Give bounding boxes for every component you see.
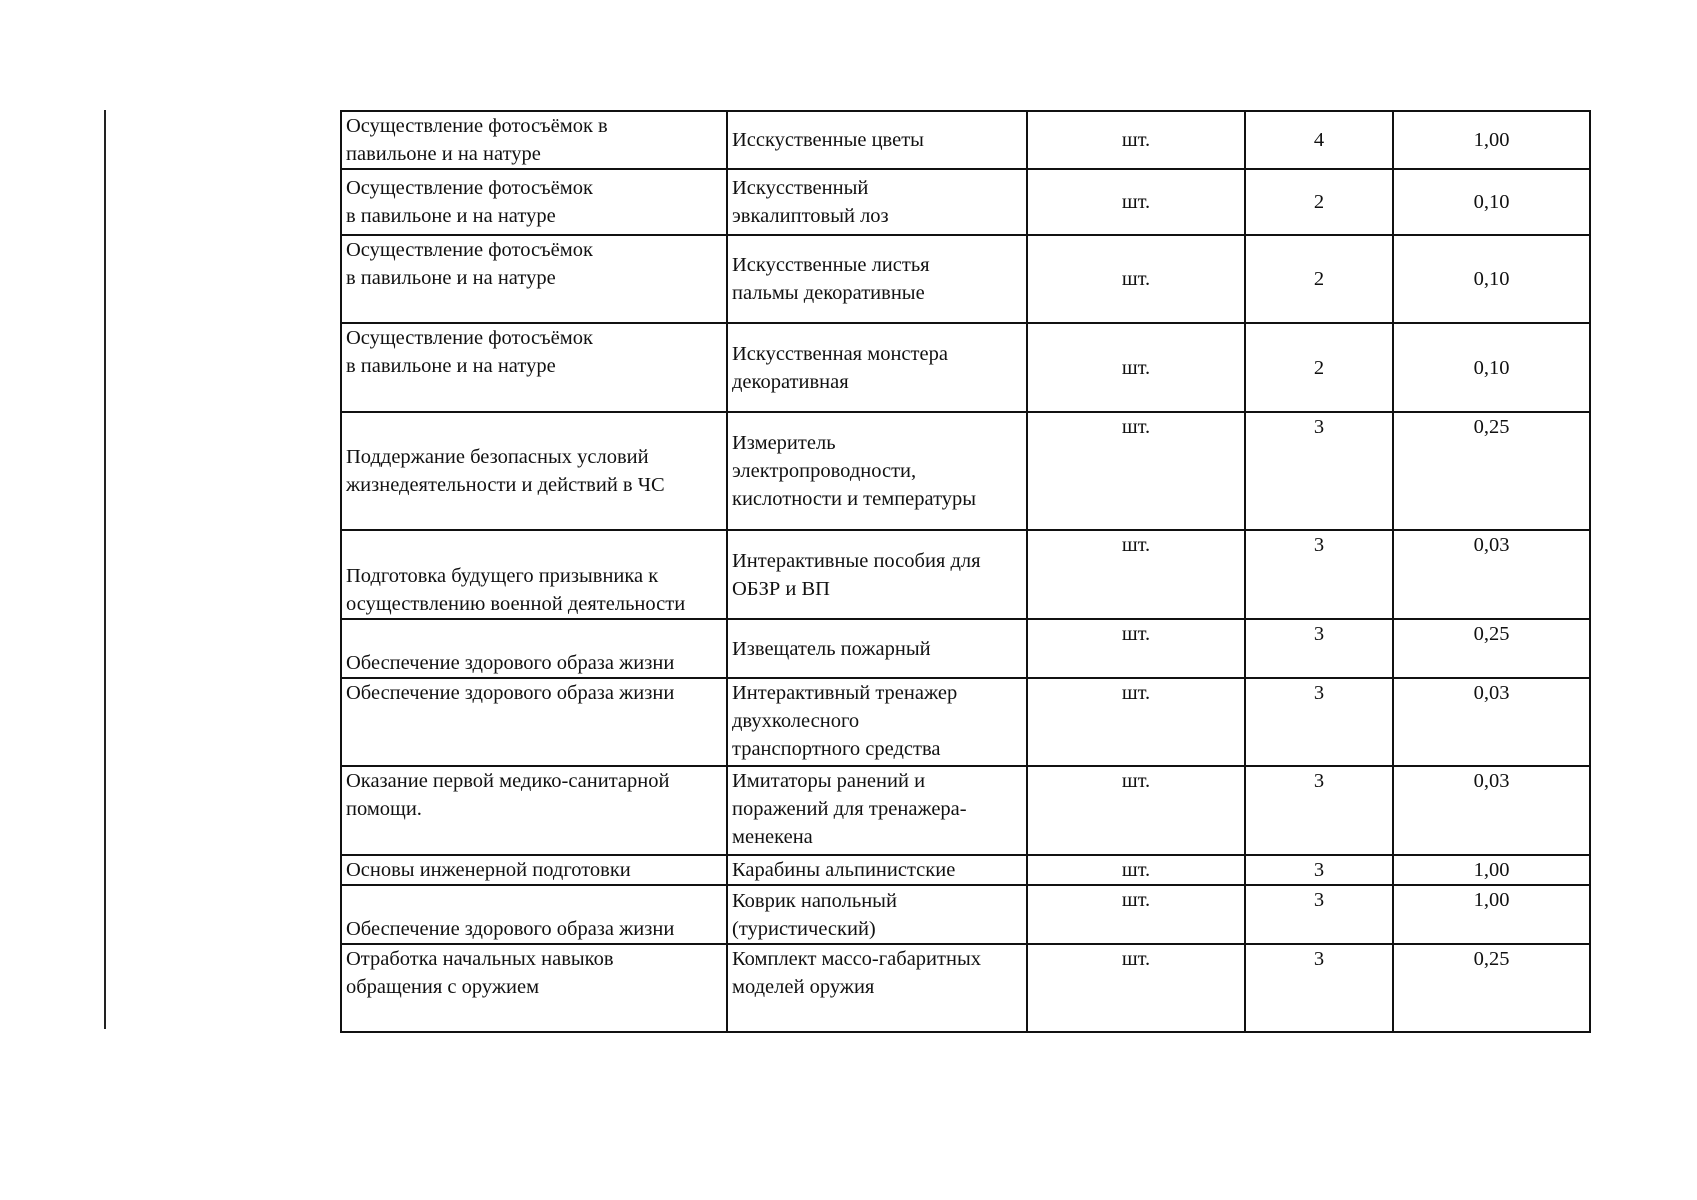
row-quantity: 3	[1245, 619, 1393, 678]
row-unit: шт.	[1027, 619, 1245, 678]
row-item-name: Карабины альпинистские	[727, 855, 1027, 885]
row-section-name: Обеспечение здорового образа жизни	[341, 885, 727, 944]
row-quantity: 4	[1245, 111, 1393, 169]
row-coefficient: 0,25	[1393, 944, 1590, 1032]
row-section-name: Обеспечение здорового образа жизни	[341, 678, 727, 766]
row-item-name: Измеритель электропроводности, кислотности и температуры	[727, 412, 1027, 530]
row-section-name: Основы инженерной подготовки	[341, 855, 727, 885]
table-row	[341, 169, 1590, 235]
row-quantity: 3	[1245, 855, 1393, 885]
row-quantity: 3	[1245, 766, 1393, 855]
row-quantity: 3	[1245, 885, 1393, 944]
row-item-name: Имитаторы ранений и поражений для тренажера- менекена	[727, 766, 1027, 855]
table-row	[341, 678, 1590, 766]
row-item-name: Интерактивный тренажер двухколесного транспортного средства	[727, 678, 1027, 766]
row-unit: шт.	[1027, 235, 1245, 323]
row-coefficient: 1,00	[1393, 111, 1590, 169]
row-item-name: Искусственные листья пальмы декоративные	[727, 235, 1027, 323]
row-coefficient: 0,10	[1393, 235, 1590, 323]
row-section-name: Подготовка будущего призывника к осуществлению военной деятельности	[341, 530, 727, 619]
table-row	[341, 111, 1590, 169]
row-item-name: Извещатель пожарный	[727, 619, 1027, 678]
row-section-name: Оказание первой медико-санитарной помощи.	[341, 766, 727, 855]
row-section-name: Осуществление фотосъёмок в павильоне и на натуре	[341, 111, 727, 169]
row-section-name: Поддержание безопасных условий жизнедеятельности и действий в ЧС	[341, 412, 727, 530]
row-section-name: Обеспечение здорового образа жизни	[341, 619, 727, 678]
row-coefficient: 0,25	[1393, 412, 1590, 530]
row-quantity: 3	[1245, 678, 1393, 766]
row-section-name: Осуществление фотосъёмок в павильоне и на натуре	[341, 169, 727, 235]
table-row	[341, 323, 1590, 412]
row-coefficient: 0,25	[1393, 619, 1590, 678]
row-item-name: Коврик напольный (туристический)	[727, 885, 1027, 944]
row-unit: шт.	[1027, 766, 1245, 855]
page-margin-line	[104, 110, 106, 1029]
row-quantity: 3	[1245, 412, 1393, 530]
row-item-name: Комплект массо-габаритных моделей оружия	[727, 944, 1027, 1032]
row-coefficient: 0,03	[1393, 766, 1590, 855]
row-coefficient: 0,03	[1393, 530, 1590, 619]
row-coefficient: 1,00	[1393, 885, 1590, 944]
table-row	[341, 855, 1590, 885]
row-item-name: Искусственная монстера декоративная	[727, 323, 1027, 412]
row-coefficient: 0,10	[1393, 323, 1590, 412]
row-item-name: Исскуственные цветы	[727, 111, 1027, 169]
row-quantity: 2	[1245, 235, 1393, 323]
row-quantity: 3	[1245, 530, 1393, 619]
row-unit: шт.	[1027, 678, 1245, 766]
row-coefficient: 0,10	[1393, 169, 1590, 235]
row-unit: шт.	[1027, 885, 1245, 944]
row-item-name: Интерактивные пособия для ОБЗР и ВП	[727, 530, 1027, 619]
equipment-table	[340, 110, 1591, 1033]
row-coefficient: 0,03	[1393, 678, 1590, 766]
row-unit: шт.	[1027, 169, 1245, 235]
row-unit: шт.	[1027, 323, 1245, 412]
row-quantity: 2	[1245, 323, 1393, 412]
row-section-name: Осуществление фотосъёмок в павильоне и на натуре	[341, 235, 727, 323]
row-unit: шт.	[1027, 530, 1245, 619]
table-row	[341, 619, 1590, 678]
row-item-name: Искусственный эвкалиптовый лоз	[727, 169, 1027, 235]
row-unit: шт.	[1027, 855, 1245, 885]
row-unit: шт.	[1027, 111, 1245, 169]
row-quantity: 2	[1245, 169, 1393, 235]
table-row	[341, 944, 1590, 1032]
table-row	[341, 766, 1590, 855]
table-row	[341, 235, 1590, 323]
table-row	[341, 885, 1590, 944]
row-section-name: Отработка начальных навыков обращения с оружием	[341, 944, 727, 1032]
table-row	[341, 530, 1590, 619]
table-row	[341, 412, 1590, 530]
row-coefficient: 1,00	[1393, 855, 1590, 885]
row-unit: шт.	[1027, 944, 1245, 1032]
row-section-name: Осуществление фотосъёмок в павильоне и на натуре	[341, 323, 727, 412]
row-quantity: 3	[1245, 944, 1393, 1032]
row-unit: шт.	[1027, 412, 1245, 530]
